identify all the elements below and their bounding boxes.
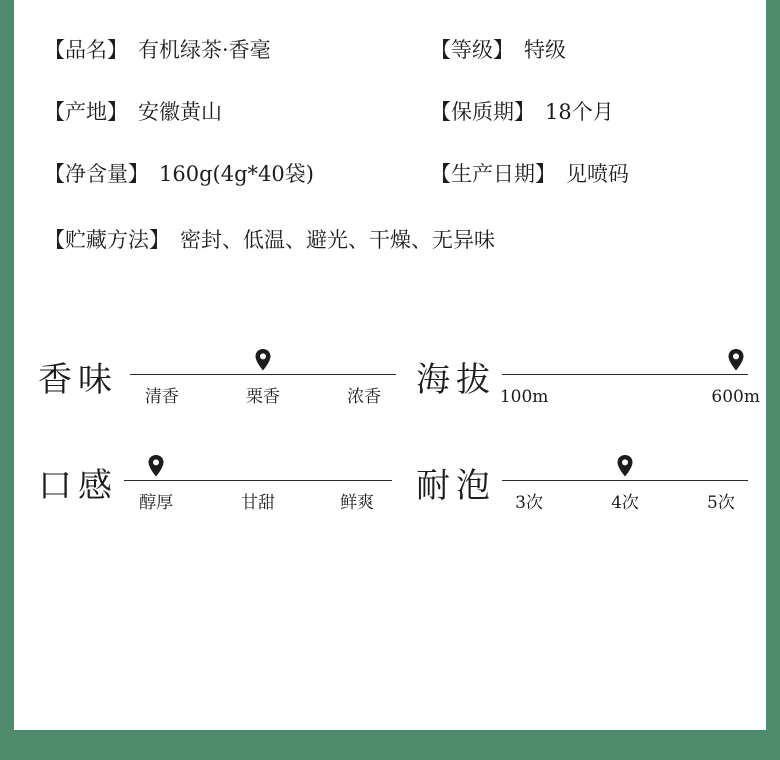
info-key: 【品名】 — [44, 38, 128, 62]
scale-label: 浓香 — [347, 387, 382, 407]
info-key: 【产地】 — [44, 100, 128, 124]
info-value: 密封、低温、避光、干燥、无异味 — [180, 228, 495, 252]
info-key: 【生产日期】 — [430, 162, 556, 186]
scale-line — [502, 374, 748, 375]
location-pin-icon — [616, 454, 634, 478]
info-grade — [430, 36, 566, 64]
info-value: 18个月 — [545, 100, 614, 124]
scale-label: 5次 — [707, 493, 735, 513]
scale-label: 醇厚 — [139, 493, 174, 513]
product-info-card — [14, 0, 766, 730]
scale-line — [124, 480, 392, 481]
scale-title: 耐泡 — [416, 466, 496, 506]
location-pin-icon — [727, 348, 745, 372]
info-name — [44, 36, 271, 64]
info-storage — [44, 226, 495, 254]
info-key: 【净含量】 — [44, 162, 149, 186]
info-value: 安徽黄山 — [138, 100, 222, 124]
scale-label: 甘甜 — [241, 493, 275, 513]
info-value: 见喷码 — [566, 162, 629, 186]
scale-title: 香味 — [38, 360, 118, 400]
scale-label: 4次 — [611, 493, 639, 513]
scale-title: 海拔 — [416, 360, 496, 400]
location-pin-icon — [254, 348, 272, 372]
info-key: 【保质期】 — [430, 100, 535, 124]
info-value: 有机绿茶·香毫 — [138, 38, 271, 62]
info-key: 【贮藏方法】 — [44, 228, 170, 252]
info-value: 160g(4g*40袋) — [159, 162, 314, 186]
info-value: 特级 — [524, 38, 566, 62]
info-shelf-life — [430, 98, 614, 126]
scale-label: 100m — [499, 387, 549, 407]
scale-line — [502, 480, 748, 481]
info-key: 【等级】 — [430, 38, 514, 62]
scale-line — [130, 374, 396, 375]
location-pin-icon — [147, 454, 165, 478]
scale-label: 600m — [711, 387, 760, 407]
scale-label: 清香 — [144, 387, 179, 407]
info-origin — [44, 98, 222, 126]
info-production-date — [430, 160, 629, 188]
scale-label: 鲜爽 — [340, 493, 375, 513]
scale-title: 口感 — [38, 466, 118, 506]
info-net-weight — [44, 160, 314, 188]
scale-label: 栗香 — [246, 387, 280, 407]
scale-label: 3次 — [515, 493, 543, 513]
